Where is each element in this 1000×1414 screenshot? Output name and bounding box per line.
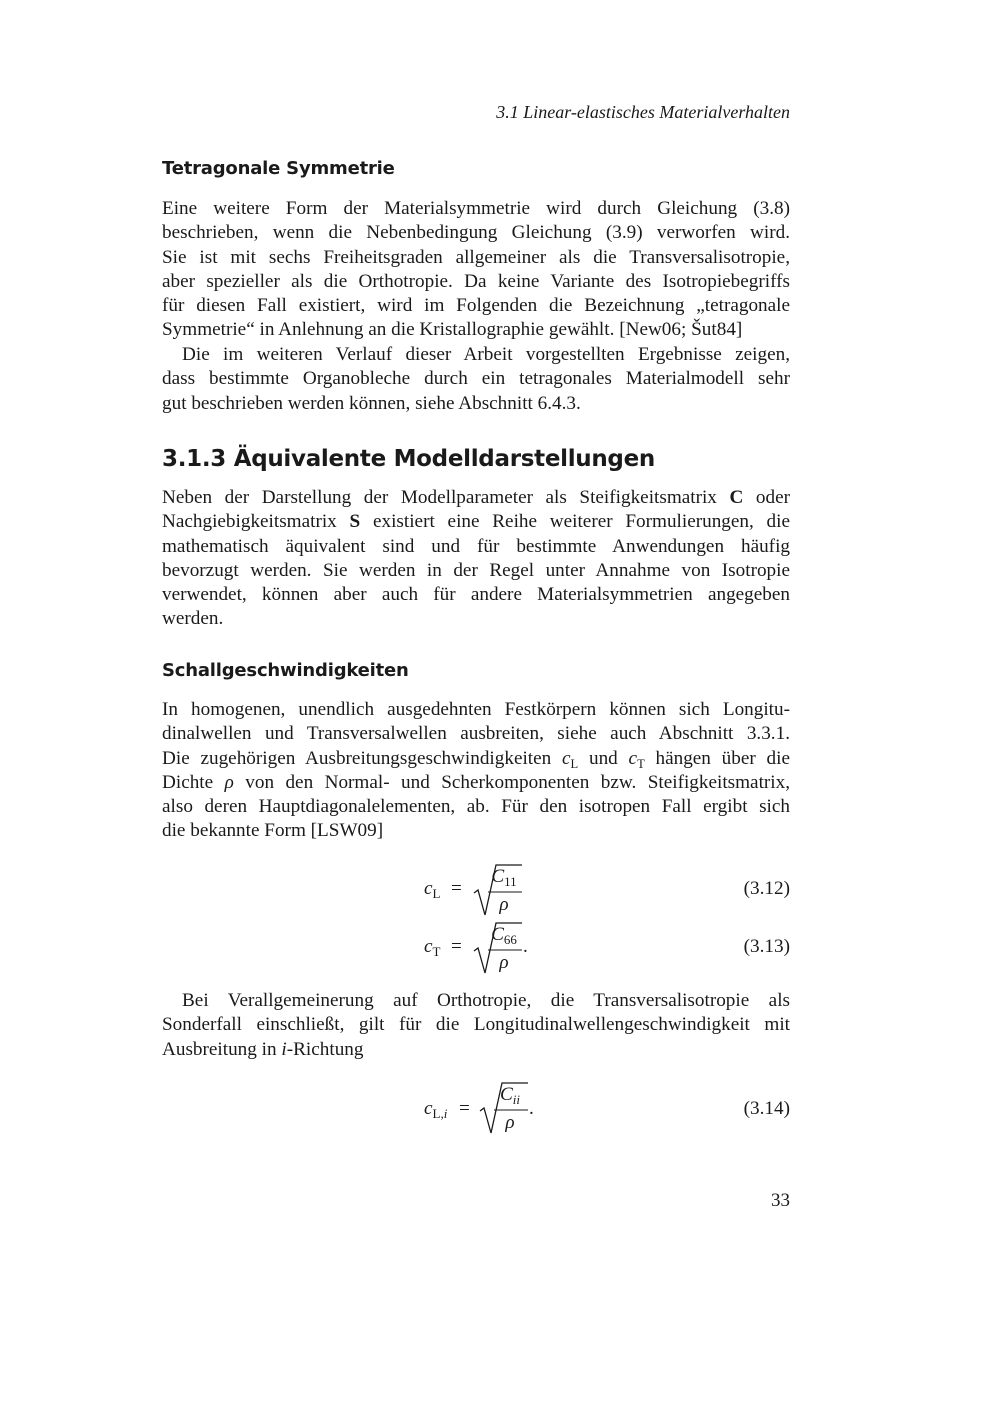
fraction-numerator: $C_{11}$ [491, 866, 517, 889]
text-line: verwendet, können aber auch für andere Materialsymmetrien angegeben [162, 584, 790, 606]
matrix-S-symbol: S [349, 511, 361, 533]
fraction-denominator: ρ [499, 952, 509, 973]
equation-lhs: $c_L$ [424, 878, 441, 901]
running-head: 3.1 Linear-elastisches Materialverhalten [496, 102, 790, 122]
text-line: Nachgiebigkeitsmatrix S existiert eine Reihe weiterer Formulierungen, die [162, 511, 791, 533]
equation-number: (3.12) [743, 878, 790, 899]
subsection-title-tetragonal: Tetragonale Symmetrie [162, 158, 395, 179]
paragraph-equivalent-models [162, 486, 790, 632]
text-line: Die zugehörigen Ausbreitungsgeschwindigkeiten $c_L$ und $c_T$ hängen über die [162, 747, 790, 771]
equation-number: (3.14) [743, 1098, 790, 1119]
text-line: für diesen Fall existiert, wird im Folgenden die Bezeichnung „tetragonale [162, 295, 790, 317]
text-line: In homogenen, unendlich ausgedehnten Festkörpern können sich Longitu- [162, 699, 790, 720]
equation-3-14: $c_{L,i}$ = $C_{ii}$ ρ . (3.14) [162, 1078, 790, 1138]
text-line: Sie ist mit sechs Freiheitsgraden allgemeiner als die Transversalisotropie, [162, 246, 790, 268]
equation-number: (3.13) [743, 936, 790, 957]
text-line: also deren Hauptdiagonalelementen, ab. Für den isotropen Fall ergibt sich [162, 796, 790, 818]
text-line: Dichte ρ von den Normal- und Scherkomponenten bzw. Steifigkeitsmatrix, [162, 771, 791, 793]
equation-lhs: $c_T$ [424, 936, 441, 959]
text-line: beschrieben, wenn die Nebenbedingung Gleichung (3.9) verworfen wird. [162, 222, 790, 244]
fraction-denominator: ρ [505, 1112, 515, 1133]
paragraph-sound-speed [162, 698, 790, 844]
paragraph-tetragonal-2 [162, 343, 790, 416]
text-line: Die im weiteren Verlauf dieser Arbeit vorgestellten Ergebnisse zeigen, [182, 344, 790, 365]
equation-3-12: $c_L$ = $C_{11}$ ρ (3.12) [162, 860, 790, 920]
text-line: Symmetrie“ in Anlehnung an die Kristallographie gewählt. [New06; Šut84] [162, 319, 743, 341]
equation-3-13: $c_T$ = $C_{66}$ ρ . (3.13) [162, 918, 790, 978]
text-line: gut beschrieben werden können, siehe Abschnitt 6.4.3. [162, 392, 581, 414]
text-line: mathematisch äquivalent sind und für bestimmte Anwendungen häufig [162, 535, 790, 557]
text-line: die bekannte Form [LSW09] [162, 820, 384, 842]
fraction-numerator: $C_{ii}$ [499, 1084, 521, 1107]
text-line: bevorzugt werden. Sie werden in der Regel unter Annahme von Isotropie [162, 559, 790, 581]
equation-lhs: $c_{L,i}$ [424, 1098, 448, 1121]
paragraph-orthotropy [162, 989, 790, 1062]
text-line: Eine weitere Form der Materialsymmetrie wird durch Gleichung (3.8) [162, 198, 790, 219]
text-line: werden. [162, 608, 224, 630]
fraction-denominator: ρ [499, 894, 509, 915]
fraction-numerator: $C_{66}$ [491, 924, 517, 947]
text-line: Ausbreitung in i-Richtung [162, 1038, 364, 1060]
page-number: 33 [771, 1190, 790, 1211]
text-line: dinalwellen und Transversalwellen ausbreiten, siehe auch Abschnitt 3.3.1. [162, 723, 790, 745]
text-line: Bei Verallgemeinerung auf Orthotropie, die Transversalisotropie als [182, 990, 790, 1011]
text-line: dass bestimmte Organobleche durch ein tetragonales Materialmodell sehr [162, 368, 790, 390]
text-line: aber spezieller als die Orthotropie. Da keine Variante des Isotropiebegriffs [162, 270, 790, 292]
paragraph-tetragonal-1 [162, 197, 790, 343]
text-line: Sonderfall einschließt, gilt für die Longitudinalwellengeschwindigkeit mit [162, 1014, 790, 1036]
subsection-title-sound-speed: Schallgeschwindigkeiten [162, 660, 409, 681]
section-title-3-1-3: 3.1.3 Äquivalente Modelldarstellungen [162, 446, 655, 472]
matrix-C-symbol: C [729, 487, 744, 508]
text-line: Neben der Darstellung der Modellparameter als Steifigkeitsmatrix C oder [162, 487, 791, 508]
